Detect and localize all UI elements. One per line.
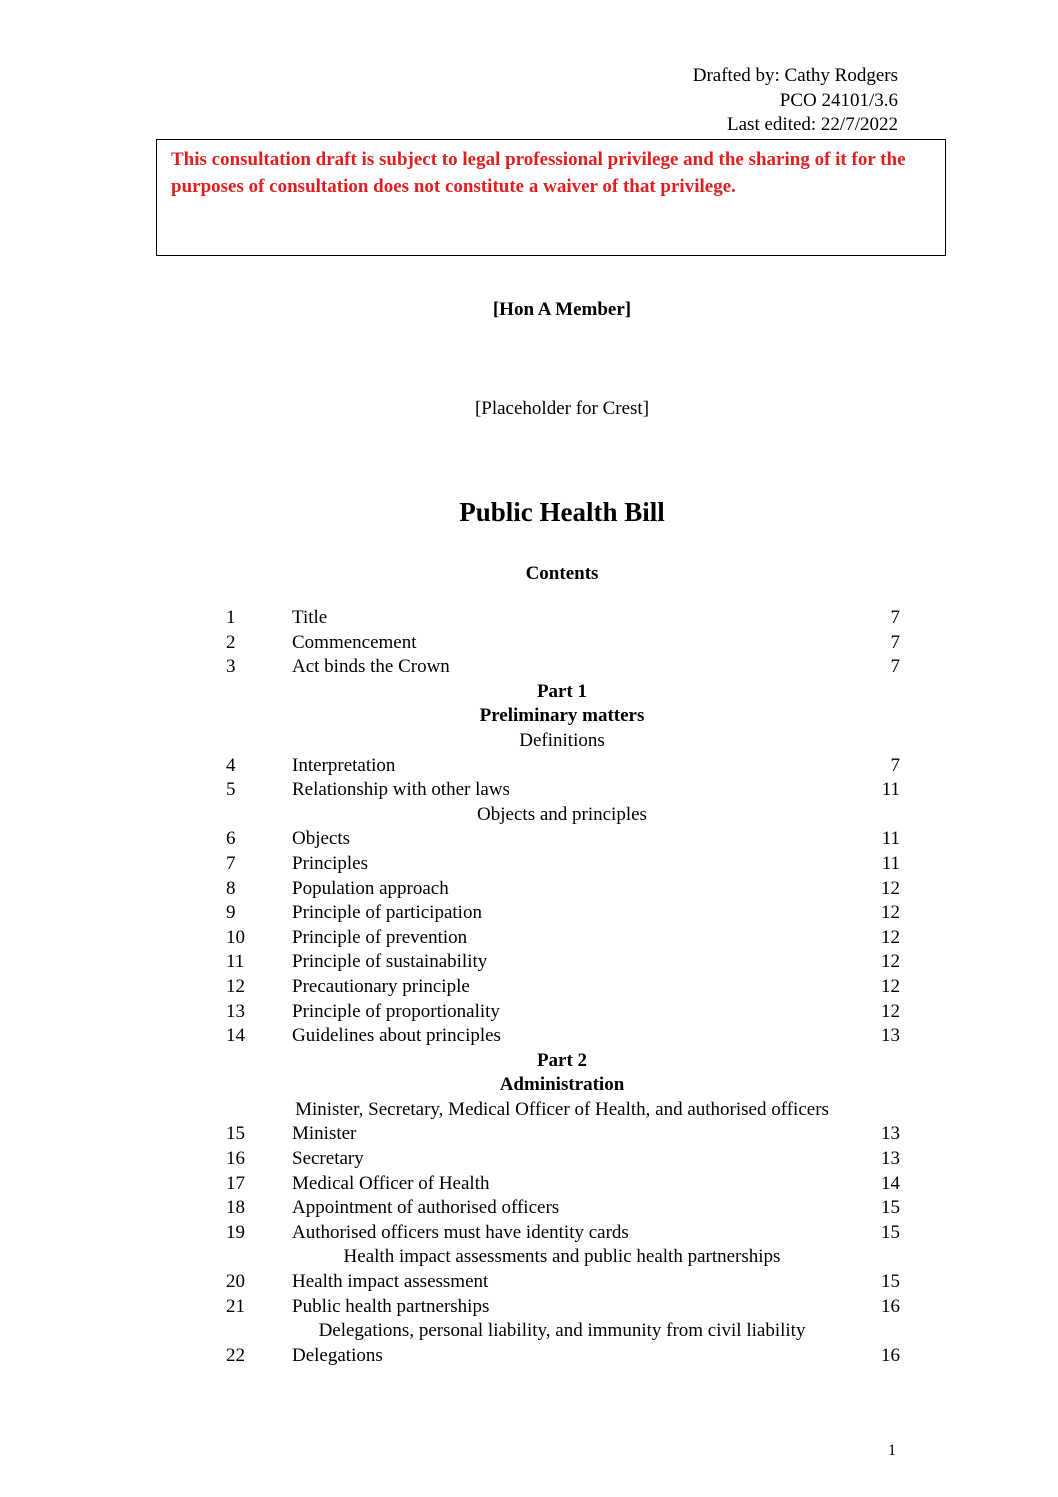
toc-entry-page: 7 — [890, 607, 900, 628]
drafted-by: Drafted by: Cathy Rodgers — [692, 65, 898, 86]
toc-entry — [224, 950, 900, 975]
toc-entry-page: 16 — [881, 1344, 900, 1366]
toc-entry-page: 13 — [881, 1025, 900, 1047]
toc-entry-page: 13 — [881, 1148, 900, 1170]
toc-entry-page: 12 — [881, 1000, 900, 1022]
toc-entry-page: 11 — [881, 828, 900, 850]
toc-entry-page: 11 — [881, 779, 900, 801]
toc-entry-label: Principle of prevention — [292, 926, 468, 948]
toc-subheading: Delegations, personal liability, and immunity from civil liability — [318, 1320, 806, 1342]
toc-entry-page: 12 — [881, 951, 900, 973]
toc-entry — [224, 877, 900, 902]
toc-entry-num: 1 — [226, 607, 236, 628]
toc-entry-label: Secretary — [292, 1148, 364, 1170]
toc-subheading: Objects and principles — [477, 803, 647, 825]
toc-entry-num: 14 — [226, 1025, 245, 1047]
privilege-notice — [156, 139, 946, 256]
toc-entry-page: 13 — [881, 1123, 900, 1145]
toc-entry — [224, 655, 900, 680]
toc-entry-page: 12 — [881, 877, 900, 899]
toc-entry-num: 22 — [226, 1344, 245, 1366]
toc-entry-label: Interpretation — [292, 754, 396, 776]
toc-entry-label: Principle of sustainability — [292, 951, 488, 973]
member-name: [Hon A Member] — [492, 299, 632, 320]
toc-entry — [224, 754, 900, 779]
toc-entry-label: Population approach — [292, 877, 449, 899]
toc-part-heading: Part 1 — [536, 680, 588, 702]
toc-entry-page: 12 — [881, 975, 900, 997]
toc-entry-page: 7 — [890, 754, 900, 776]
toc-entry-num: 10 — [226, 926, 245, 948]
toc-entry-num: 20 — [226, 1271, 245, 1293]
toc-entry — [224, 606, 900, 631]
last-edited: Last edited: 22/7/2022 — [727, 114, 898, 135]
toc-entry — [224, 852, 900, 877]
crest-placeholder: [Placeholder for Crest] — [474, 398, 650, 419]
toc-entry-num: 12 — [226, 975, 245, 997]
toc-entry — [224, 1295, 900, 1320]
toc-entry-page: 11 — [881, 852, 900, 874]
toc-entry-label: Appointment of authorised officers — [292, 1197, 560, 1219]
toc-entry-num: 11 — [226, 951, 245, 973]
toc-entry-num: 15 — [226, 1123, 245, 1145]
toc-entry-page: 16 — [881, 1295, 900, 1317]
toc-part-heading: Preliminary matters — [479, 705, 645, 727]
toc-entry — [224, 1270, 900, 1295]
toc-entry-num: 13 — [226, 1000, 245, 1022]
document-header — [693, 64, 898, 138]
toc-entry-num: 21 — [226, 1295, 245, 1317]
toc-entry — [224, 827, 900, 852]
toc-entry-label: Medical Officer of Health — [292, 1172, 490, 1194]
toc-entry-label: Commencement — [292, 631, 417, 653]
toc-entry-num: 5 — [226, 779, 236, 801]
toc-entry — [224, 1122, 900, 1147]
toc-subheading: Definitions — [519, 729, 605, 751]
toc-part-heading: Part 2 — [536, 1049, 588, 1071]
toc-entry — [224, 1024, 900, 1049]
toc-entry-label: Act binds the Crown — [292, 656, 450, 678]
toc-entry-num: 18 — [226, 1197, 245, 1219]
toc-entry-num: 6 — [226, 828, 236, 850]
toc-entry-label: Principle of proportionality — [292, 1000, 500, 1022]
toc-subheading: Health impact assessments and public health partnerships — [343, 1246, 781, 1268]
toc-entry-label: Precautionary principle — [292, 975, 470, 997]
toc-entry — [224, 1147, 900, 1172]
toc-entry — [224, 1344, 900, 1369]
toc-entry — [224, 1172, 900, 1197]
toc-entry-page: 14 — [881, 1172, 900, 1194]
toc-entry — [224, 631, 900, 656]
toc-entry-num: 7 — [226, 852, 236, 874]
privilege-notice-text: This consultation draft is subject to legal professional privilege and the sharing of it for the purposes of consultation does not constitute a waiver of that privilege. — [171, 149, 906, 197]
toc-entry-page: 7 — [890, 631, 900, 653]
toc-entry-page: 12 — [881, 926, 900, 948]
toc-subheading: Minister, Secretary, Medical Officer of Health, and authorised officers — [295, 1098, 829, 1120]
toc-entry-page: 15 — [881, 1197, 900, 1219]
table-of-contents — [224, 606, 900, 1368]
toc-entry — [224, 1000, 900, 1025]
toc-entry-label: Delegations — [292, 1344, 383, 1366]
toc-entry — [224, 901, 900, 926]
toc-entry-num: 16 — [226, 1148, 245, 1170]
toc-entry — [224, 1196, 900, 1221]
contents-heading: Contents — [525, 563, 599, 584]
toc-entry-label: Relationship with other laws — [292, 779, 510, 801]
toc-entry-page: 12 — [881, 902, 900, 924]
toc-entry-label: Health impact assessment — [292, 1271, 489, 1293]
toc-entry-page: 7 — [890, 656, 900, 678]
toc-entry-num: 2 — [226, 631, 236, 653]
toc-entry-label: Authorised officers must have identity cards — [292, 1221, 629, 1243]
pco-reference: PCO 24101/3.6 — [779, 89, 898, 111]
toc-part-heading: Administration — [499, 1074, 625, 1096]
toc-entry — [224, 975, 900, 1000]
toc-entry-num: 19 — [226, 1221, 245, 1243]
toc-entry-label: Principles — [292, 852, 368, 874]
toc-entry-label: Guidelines about principles — [292, 1025, 501, 1047]
page-number: 1 — [888, 1442, 896, 1459]
toc-entry-label: Objects — [292, 828, 351, 850]
toc-entry-num: 9 — [226, 902, 236, 924]
toc-entry-num: 4 — [226, 754, 236, 776]
toc-entry-num: 17 — [226, 1172, 245, 1194]
toc-entry — [224, 1221, 900, 1246]
toc-entry-num: 3 — [226, 656, 236, 678]
toc-entry-label: Minister — [292, 1123, 357, 1145]
toc-entry-label: Title — [292, 607, 328, 628]
toc-entry-label: Principle of participation — [292, 902, 482, 924]
toc-entry-label: Public health partnerships — [292, 1295, 490, 1317]
toc-entry — [224, 778, 900, 803]
bill-title: Public Health Bill — [459, 497, 665, 527]
toc-entry — [224, 926, 900, 951]
toc-entry-page: 15 — [881, 1221, 900, 1243]
toc-entry-num: 8 — [226, 877, 236, 899]
toc-entry-page: 15 — [881, 1271, 900, 1293]
